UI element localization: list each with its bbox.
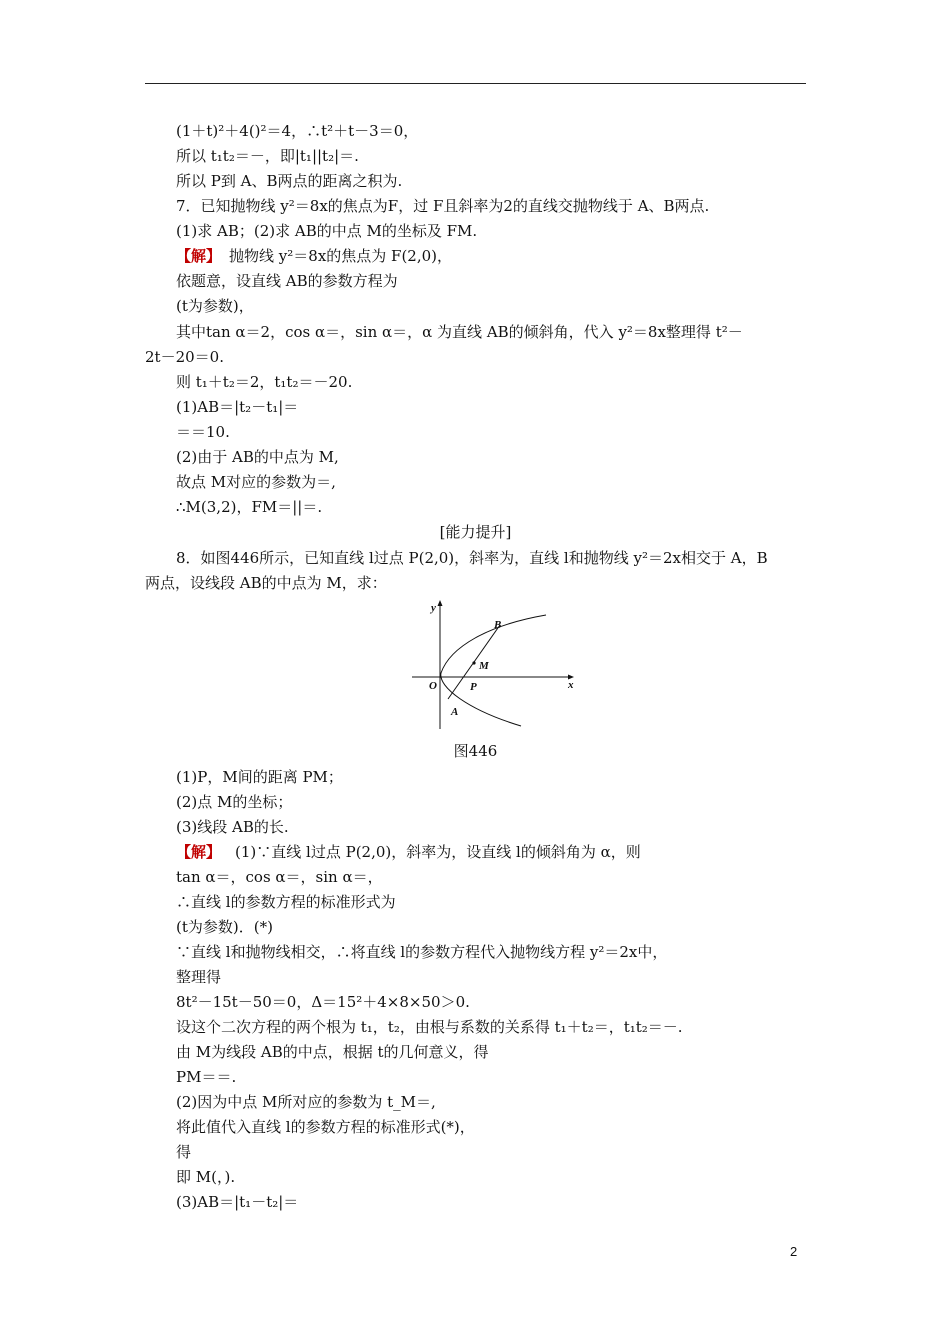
text-line: ∴直线 l的参数方程的标准形式为: [176, 893, 396, 911]
header-rule: [145, 83, 806, 84]
text-line: PM＝＝.: [176, 1068, 237, 1086]
text-line: tan α＝，cos α＝，sin α＝，: [176, 868, 383, 886]
y-axis-arrow: [438, 600, 443, 606]
text-line: (1＋t)²＋4()²＝4，∴t²＋t－3＝0，: [176, 122, 419, 140]
text-line: 设这个二次方程的两个根为 t₁，t₂，由根与系数的关系得 t₁＋t₂＝，t₁t₂＝－.: [176, 1018, 683, 1036]
text-line: 由 M为线段 AB的中点，根据 t的几何意义，得: [176, 1043, 489, 1061]
text-line: (2)因为中点 M所对应的参数为 t_M＝,: [176, 1093, 436, 1111]
text-line: (1)∵直线 l过点 P(2,0)，斜率为，设直线 l的倾斜角为 α，则: [235, 843, 641, 861]
section-title: [能力提升]: [439, 523, 512, 541]
text-line: 故点 M对应的参数为＝,: [176, 473, 336, 491]
text-line: 其中tan α＝2，cos α＝，sin α＝，α 为直线 AB的倾斜角，代入 y²＝8x整理得 t²－: [176, 323, 743, 341]
text-line: 两点，设线段 AB的中点为 M，求：: [145, 574, 387, 592]
text-line: ∴M(3,2)，FM＝||＝.: [176, 498, 323, 516]
text-line: (t为参数)．(*): [176, 918, 273, 936]
text-line: (3)线段 AB的长.: [176, 818, 289, 836]
text-line: (2)点 M的坐标；: [176, 793, 293, 811]
text-line: 整理得: [176, 968, 222, 986]
text-line: (t为参数)，: [176, 297, 254, 315]
text-line: (1)AB＝|t₂－t₁|＝: [176, 398, 299, 416]
text-line: (2)由于 AB的中点为 M,: [176, 448, 339, 466]
label-M: M: [479, 660, 489, 672]
label-B: B: [494, 619, 502, 631]
figure-caption: 图446: [453, 742, 498, 760]
question-8: 8．如图446所示，已知直线 l过点 P(2,0)，斜率为，直线 l和抛物线 y²＝2x相交于 A，B: [176, 549, 768, 567]
text-line: ∵直线 l和抛物线相交，∴将直线 l的参数方程代入抛物线方程 y²＝2x中，: [176, 943, 668, 961]
text-line: 2t－20＝0.: [145, 348, 224, 366]
question-7: 7．已知抛物线 y²＝8x的焦点为F，过 F且斜率为2的直线交抛物线于 A、B两点.: [176, 197, 710, 215]
solution-tag: 【解】: [176, 247, 222, 265]
text-line: ＝＝10.: [176, 423, 230, 441]
page-number: 2: [790, 1244, 798, 1259]
text-line: 抛物线 y²＝8x的焦点为 F(2,0)，: [229, 247, 453, 265]
text-line: 将此值代入直线 l的参数方程的标准形式(*)，: [176, 1118, 475, 1136]
label-A: A: [451, 706, 459, 718]
solution-line: [176, 246, 452, 266]
label-y: y: [431, 602, 436, 614]
label-x: x: [568, 679, 574, 691]
text-line: 8t²－15t－50＝0，Δ＝15²＋4×8×50＞0.: [176, 993, 470, 1011]
text-line: 即 M(，).: [176, 1168, 236, 1186]
text-line: (3)AB＝|t₁－t₂|＝: [176, 1193, 299, 1211]
parabola-figure: [408, 597, 588, 733]
text-line: 所以 P到 A、B两点的距离之积为.: [176, 172, 403, 190]
solution-line: [176, 842, 641, 862]
text-line: 所以 t₁t₂＝－，即|t₁||t₂|＝.: [176, 147, 359, 165]
text-line: 依题意，设直线 AB的参数方程为: [176, 272, 398, 290]
text-line: (1)P，M间的距离 PM；: [176, 768, 343, 786]
label-P: P: [470, 681, 477, 693]
text-line: 得: [176, 1143, 192, 1161]
text-line: 则 t₁＋t₂＝2，t₁t₂＝－20.: [176, 373, 353, 391]
solution-tag: 【解】: [176, 843, 222, 861]
point-M: [472, 661, 475, 664]
label-O: O: [429, 680, 437, 692]
text-line: (1)求 AB；(2)求 AB的中点 M的坐标及 FM.: [176, 222, 478, 240]
